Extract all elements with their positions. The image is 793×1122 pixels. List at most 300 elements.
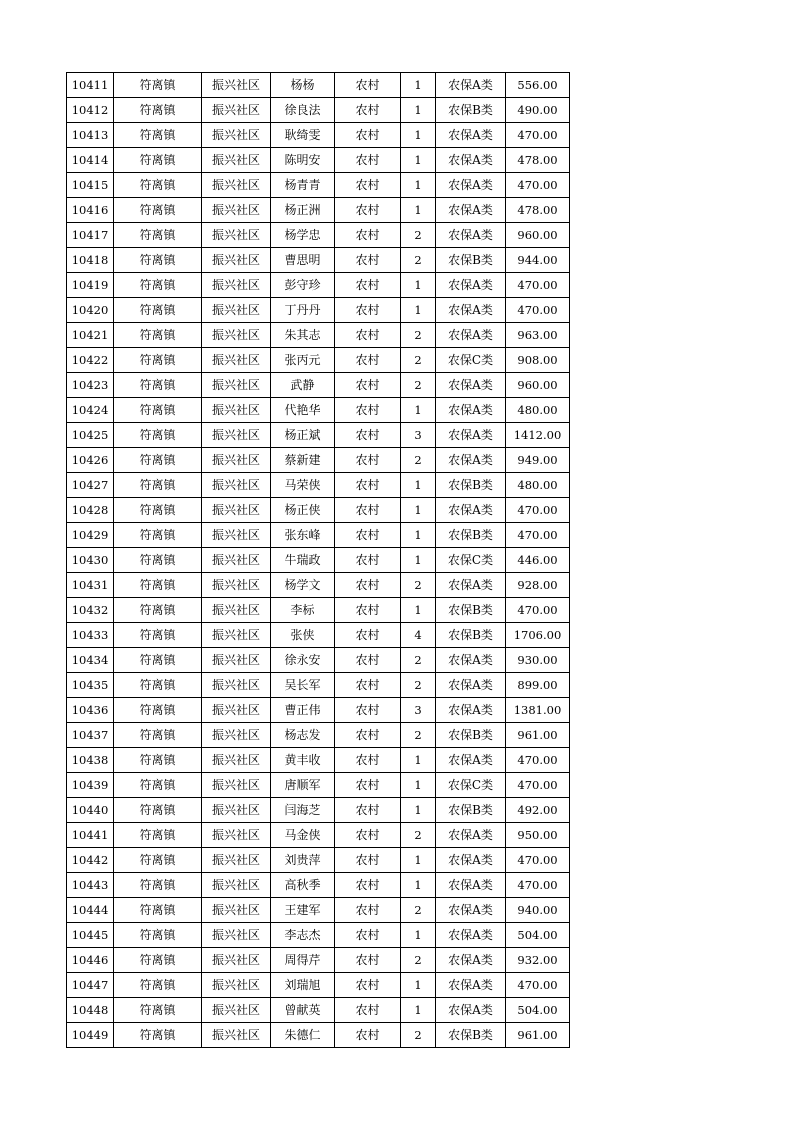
member-count-cell: 3 — [401, 698, 436, 723]
record-id-cell: 10414 — [67, 148, 114, 173]
table-row — [67, 598, 570, 623]
insurance-category-cell: 农保A类 — [436, 323, 506, 348]
community-cell: 振兴社区 — [202, 173, 271, 198]
record-id-cell: 10417 — [67, 223, 114, 248]
member-count-cell: 1 — [401, 848, 436, 873]
town-cell: 符离镇 — [114, 148, 202, 173]
record-id-cell: 10440 — [67, 798, 114, 823]
amount-cell: 470.00 — [506, 498, 570, 523]
community-cell: 振兴社区 — [202, 998, 271, 1023]
table-row — [67, 673, 570, 698]
town-cell: 符离镇 — [114, 98, 202, 123]
community-cell: 振兴社区 — [202, 473, 271, 498]
town-cell: 符离镇 — [114, 823, 202, 848]
household-type-cell: 农村 — [335, 448, 401, 473]
record-id-cell: 10420 — [67, 298, 114, 323]
resident-name-cell: 耿绮雯 — [271, 123, 335, 148]
community-cell: 振兴社区 — [202, 723, 271, 748]
community-cell: 振兴社区 — [202, 123, 271, 148]
household-type-cell: 农村 — [335, 198, 401, 223]
amount-cell: 478.00 — [506, 148, 570, 173]
resident-name-cell: 李标 — [271, 598, 335, 623]
resident-name-cell: 杨学忠 — [271, 223, 335, 248]
table-row — [67, 148, 570, 173]
table-row — [67, 248, 570, 273]
resident-name-cell: 蔡新建 — [271, 448, 335, 473]
member-count-cell: 1 — [401, 98, 436, 123]
community-cell: 振兴社区 — [202, 773, 271, 798]
town-cell: 符离镇 — [114, 898, 202, 923]
town-cell: 符离镇 — [114, 498, 202, 523]
insurance-category-cell: 农保A类 — [436, 448, 506, 473]
community-cell: 振兴社区 — [202, 248, 271, 273]
amount-cell: 470.00 — [506, 973, 570, 998]
resident-name-cell: 马荣侠 — [271, 473, 335, 498]
record-id-cell: 10412 — [67, 98, 114, 123]
insurance-category-cell: 农保A类 — [436, 573, 506, 598]
table-row — [67, 773, 570, 798]
insurance-category-cell: 农保B类 — [436, 473, 506, 498]
amount-cell: 490.00 — [506, 98, 570, 123]
resident-name-cell: 杨志发 — [271, 723, 335, 748]
town-cell: 符离镇 — [114, 798, 202, 823]
household-type-cell: 农村 — [335, 473, 401, 498]
insurance-category-cell: 农保A类 — [436, 648, 506, 673]
community-cell: 振兴社区 — [202, 673, 271, 698]
resident-name-cell: 刘瑞旭 — [271, 973, 335, 998]
household-type-cell: 农村 — [335, 298, 401, 323]
household-type-cell: 农村 — [335, 73, 401, 98]
resident-name-cell: 杨青青 — [271, 173, 335, 198]
record-id-cell: 10411 — [67, 73, 114, 98]
resident-name-cell: 高秋季 — [271, 873, 335, 898]
record-id-cell: 10415 — [67, 173, 114, 198]
insurance-category-cell: 农保A类 — [436, 373, 506, 398]
table-row — [67, 498, 570, 523]
amount-cell: 930.00 — [506, 648, 570, 673]
town-cell: 符离镇 — [114, 1023, 202, 1048]
record-id-cell: 10431 — [67, 573, 114, 598]
insurance-category-cell: 农保A类 — [436, 123, 506, 148]
member-count-cell: 1 — [401, 148, 436, 173]
household-type-cell: 农村 — [335, 148, 401, 173]
insurance-category-cell: 农保B类 — [436, 798, 506, 823]
amount-cell: 940.00 — [506, 898, 570, 923]
community-cell: 振兴社区 — [202, 373, 271, 398]
town-cell: 符离镇 — [114, 573, 202, 598]
household-type-cell: 农村 — [335, 773, 401, 798]
table-row — [67, 223, 570, 248]
table-row — [67, 898, 570, 923]
insurance-category-cell: 农保B类 — [436, 598, 506, 623]
community-cell: 振兴社区 — [202, 73, 271, 98]
household-type-cell: 农村 — [335, 598, 401, 623]
amount-cell: 504.00 — [506, 998, 570, 1023]
household-type-cell: 农村 — [335, 648, 401, 673]
community-cell: 振兴社区 — [202, 848, 271, 873]
household-type-cell: 农村 — [335, 873, 401, 898]
member-count-cell: 1 — [401, 798, 436, 823]
record-id-cell: 10427 — [67, 473, 114, 498]
amount-cell: 470.00 — [506, 298, 570, 323]
table-row — [67, 398, 570, 423]
insurance-category-cell: 农保A类 — [436, 923, 506, 948]
insurance-category-cell: 农保A类 — [436, 673, 506, 698]
table-row — [67, 648, 570, 673]
town-cell: 符离镇 — [114, 948, 202, 973]
amount-cell: 963.00 — [506, 323, 570, 348]
resident-name-cell: 彭守珍 — [271, 273, 335, 298]
insurance-category-cell: 农保A类 — [436, 698, 506, 723]
town-cell: 符离镇 — [114, 323, 202, 348]
record-id-cell: 10438 — [67, 748, 114, 773]
member-count-cell: 1 — [401, 873, 436, 898]
community-cell: 振兴社区 — [202, 423, 271, 448]
member-count-cell: 2 — [401, 723, 436, 748]
resident-name-cell: 王建军 — [271, 898, 335, 923]
table-row — [67, 573, 570, 598]
town-cell: 符离镇 — [114, 423, 202, 448]
resident-name-cell: 张丙元 — [271, 348, 335, 373]
amount-cell: 1412.00 — [506, 423, 570, 448]
insurance-category-cell: 农保A类 — [436, 298, 506, 323]
amount-cell: 480.00 — [506, 398, 570, 423]
town-cell: 符离镇 — [114, 448, 202, 473]
amount-cell: 961.00 — [506, 723, 570, 748]
member-count-cell: 1 — [401, 523, 436, 548]
record-id-cell: 10428 — [67, 498, 114, 523]
resident-name-cell: 杨正斌 — [271, 423, 335, 448]
town-cell: 符离镇 — [114, 698, 202, 723]
community-cell: 振兴社区 — [202, 323, 271, 348]
table-row — [67, 998, 570, 1023]
household-type-cell: 农村 — [335, 423, 401, 448]
insurance-category-cell: 农保C类 — [436, 348, 506, 373]
member-count-cell: 1 — [401, 998, 436, 1023]
table-row — [67, 348, 570, 373]
community-cell: 振兴社区 — [202, 573, 271, 598]
table-row — [67, 98, 570, 123]
table-row — [67, 198, 570, 223]
household-type-cell: 农村 — [335, 698, 401, 723]
member-count-cell: 2 — [401, 223, 436, 248]
table-row — [67, 923, 570, 948]
resident-name-cell: 代艳华 — [271, 398, 335, 423]
community-cell: 振兴社区 — [202, 348, 271, 373]
town-cell: 符离镇 — [114, 673, 202, 698]
amount-cell: 470.00 — [506, 873, 570, 898]
community-cell: 振兴社区 — [202, 548, 271, 573]
insurance-category-cell: 农保A类 — [436, 398, 506, 423]
household-type-cell: 农村 — [335, 98, 401, 123]
insurance-category-cell: 农保A类 — [436, 748, 506, 773]
record-id-cell: 10433 — [67, 623, 114, 648]
insurance-category-cell: 农保A类 — [436, 173, 506, 198]
insurance-category-cell: 农保A类 — [436, 948, 506, 973]
town-cell: 符离镇 — [114, 773, 202, 798]
member-count-cell: 1 — [401, 923, 436, 948]
member-count-cell: 2 — [401, 673, 436, 698]
member-count-cell: 1 — [401, 473, 436, 498]
table-row — [67, 848, 570, 873]
insurance-category-cell: 农保B类 — [436, 1023, 506, 1048]
record-id-cell: 10418 — [67, 248, 114, 273]
community-cell: 振兴社区 — [202, 223, 271, 248]
household-type-cell: 农村 — [335, 1023, 401, 1048]
town-cell: 符离镇 — [114, 373, 202, 398]
town-cell: 符离镇 — [114, 398, 202, 423]
table-row — [67, 73, 570, 98]
member-count-cell: 1 — [401, 298, 436, 323]
table-row — [67, 823, 570, 848]
community-cell: 振兴社区 — [202, 198, 271, 223]
member-count-cell: 1 — [401, 398, 436, 423]
household-type-cell: 农村 — [335, 223, 401, 248]
resident-name-cell: 曹思明 — [271, 248, 335, 273]
record-id-cell: 10426 — [67, 448, 114, 473]
town-cell: 符离镇 — [114, 273, 202, 298]
town-cell: 符离镇 — [114, 723, 202, 748]
town-cell: 符离镇 — [114, 648, 202, 673]
insurance-category-cell: 农保A类 — [436, 223, 506, 248]
resident-name-cell: 徐良法 — [271, 98, 335, 123]
community-cell: 振兴社区 — [202, 798, 271, 823]
household-type-cell: 农村 — [335, 723, 401, 748]
table-row — [67, 273, 570, 298]
amount-cell: 470.00 — [506, 848, 570, 873]
record-id-cell: 10434 — [67, 648, 114, 673]
member-count-cell: 2 — [401, 448, 436, 473]
household-type-cell: 农村 — [335, 948, 401, 973]
resident-name-cell: 唐顺军 — [271, 773, 335, 798]
town-cell: 符离镇 — [114, 748, 202, 773]
household-type-cell: 农村 — [335, 548, 401, 573]
amount-cell: 1706.00 — [506, 623, 570, 648]
member-count-cell: 3 — [401, 423, 436, 448]
member-count-cell: 2 — [401, 573, 436, 598]
resident-name-cell: 黄丰收 — [271, 748, 335, 773]
record-id-cell: 10422 — [67, 348, 114, 373]
insurance-category-cell: 农保B类 — [436, 248, 506, 273]
insurance-category-cell: 农保A类 — [436, 823, 506, 848]
table-row — [67, 873, 570, 898]
record-id-cell: 10432 — [67, 598, 114, 623]
member-count-cell: 1 — [401, 973, 436, 998]
household-type-cell: 农村 — [335, 673, 401, 698]
insurance-category-cell: 农保A类 — [436, 498, 506, 523]
town-cell: 符离镇 — [114, 973, 202, 998]
table-row — [67, 448, 570, 473]
household-type-cell: 农村 — [335, 173, 401, 198]
amount-cell: 470.00 — [506, 123, 570, 148]
resident-name-cell: 杨正洲 — [271, 198, 335, 223]
table-row — [67, 423, 570, 448]
member-count-cell: 1 — [401, 123, 436, 148]
member-count-cell: 1 — [401, 598, 436, 623]
insurance-category-cell: 农保B类 — [436, 98, 506, 123]
town-cell: 符离镇 — [114, 173, 202, 198]
insurance-category-cell: 农保A类 — [436, 148, 506, 173]
table-row — [67, 698, 570, 723]
record-id-cell: 10424 — [67, 398, 114, 423]
record-id-cell: 10416 — [67, 198, 114, 223]
town-cell: 符离镇 — [114, 548, 202, 573]
member-count-cell: 1 — [401, 773, 436, 798]
member-count-cell: 1 — [401, 173, 436, 198]
table-row — [67, 973, 570, 998]
household-type-cell: 农村 — [335, 348, 401, 373]
resident-name-cell: 武静 — [271, 373, 335, 398]
table-row — [67, 1023, 570, 1048]
member-count-cell: 2 — [401, 348, 436, 373]
town-cell: 符离镇 — [114, 198, 202, 223]
resident-name-cell: 陈明安 — [271, 148, 335, 173]
record-id-cell: 10429 — [67, 523, 114, 548]
insurance-category-cell: 农保A类 — [436, 973, 506, 998]
table-row — [67, 473, 570, 498]
amount-cell: 932.00 — [506, 948, 570, 973]
amount-cell: 480.00 — [506, 473, 570, 498]
amount-cell: 470.00 — [506, 598, 570, 623]
record-id-cell: 10441 — [67, 823, 114, 848]
household-type-cell: 农村 — [335, 998, 401, 1023]
record-id-cell: 10436 — [67, 698, 114, 723]
resident-name-cell: 张侠 — [271, 623, 335, 648]
amount-cell: 908.00 — [506, 348, 570, 373]
member-count-cell: 2 — [401, 898, 436, 923]
town-cell: 符离镇 — [114, 73, 202, 98]
community-cell: 振兴社区 — [202, 448, 271, 473]
town-cell: 符离镇 — [114, 123, 202, 148]
community-cell: 振兴社区 — [202, 948, 271, 973]
table-row — [67, 123, 570, 148]
member-count-cell: 2 — [401, 648, 436, 673]
town-cell: 符离镇 — [114, 473, 202, 498]
record-id-cell: 10443 — [67, 873, 114, 898]
member-count-cell: 2 — [401, 948, 436, 973]
resident-name-cell: 朱其志 — [271, 323, 335, 348]
insurance-category-cell: 农保A类 — [436, 198, 506, 223]
resident-name-cell: 徐永安 — [271, 648, 335, 673]
town-cell: 符离镇 — [114, 348, 202, 373]
town-cell: 符离镇 — [114, 223, 202, 248]
resident-name-cell: 曾献英 — [271, 998, 335, 1023]
household-type-cell: 农村 — [335, 323, 401, 348]
insurance-category-cell: 农保A类 — [436, 898, 506, 923]
record-id-cell: 10442 — [67, 848, 114, 873]
table-row — [67, 173, 570, 198]
community-cell: 振兴社区 — [202, 923, 271, 948]
community-cell: 振兴社区 — [202, 98, 271, 123]
amount-cell: 949.00 — [506, 448, 570, 473]
member-count-cell: 1 — [401, 748, 436, 773]
amount-cell: 492.00 — [506, 798, 570, 823]
household-type-cell: 农村 — [335, 748, 401, 773]
member-count-cell: 1 — [401, 198, 436, 223]
amount-cell: 470.00 — [506, 748, 570, 773]
resident-name-cell: 朱德仁 — [271, 1023, 335, 1048]
amount-cell: 446.00 — [506, 548, 570, 573]
subsidy-table — [66, 72, 570, 1048]
resident-name-cell: 周得芹 — [271, 948, 335, 973]
record-id-cell: 10435 — [67, 673, 114, 698]
record-id-cell: 10437 — [67, 723, 114, 748]
resident-name-cell: 刘贵萍 — [271, 848, 335, 873]
table-row — [67, 798, 570, 823]
insurance-category-cell: 农保A类 — [436, 998, 506, 1023]
insurance-category-cell: 农保A类 — [436, 273, 506, 298]
resident-name-cell: 杨杨 — [271, 73, 335, 98]
community-cell: 振兴社区 — [202, 748, 271, 773]
household-type-cell: 农村 — [335, 398, 401, 423]
amount-cell: 556.00 — [506, 73, 570, 98]
household-type-cell: 农村 — [335, 898, 401, 923]
resident-name-cell: 张东峰 — [271, 523, 335, 548]
member-count-cell: 2 — [401, 1023, 436, 1048]
resident-name-cell: 曹正伟 — [271, 698, 335, 723]
resident-name-cell: 杨正侠 — [271, 498, 335, 523]
community-cell: 振兴社区 — [202, 298, 271, 323]
community-cell: 振兴社区 — [202, 598, 271, 623]
table-row — [67, 948, 570, 973]
community-cell: 振兴社区 — [202, 873, 271, 898]
insurance-category-cell: 农保A类 — [436, 848, 506, 873]
table-row — [67, 323, 570, 348]
community-cell: 振兴社区 — [202, 1023, 271, 1048]
record-id-cell: 10439 — [67, 773, 114, 798]
amount-cell: 944.00 — [506, 248, 570, 273]
insurance-category-cell: 农保B类 — [436, 623, 506, 648]
table-body — [67, 73, 570, 1048]
community-cell: 振兴社区 — [202, 623, 271, 648]
resident-name-cell: 闫海芝 — [271, 798, 335, 823]
member-count-cell: 2 — [401, 323, 436, 348]
record-id-cell: 10425 — [67, 423, 114, 448]
resident-name-cell: 丁丹丹 — [271, 298, 335, 323]
household-type-cell: 农村 — [335, 248, 401, 273]
record-id-cell: 10419 — [67, 273, 114, 298]
insurance-category-cell: 农保A类 — [436, 423, 506, 448]
table-row — [67, 748, 570, 773]
record-id-cell: 10447 — [67, 973, 114, 998]
insurance-category-cell: 农保C类 — [436, 548, 506, 573]
town-cell: 符离镇 — [114, 923, 202, 948]
amount-cell: 470.00 — [506, 523, 570, 548]
household-type-cell: 农村 — [335, 823, 401, 848]
table-row — [67, 548, 570, 573]
community-cell: 振兴社区 — [202, 698, 271, 723]
household-type-cell: 农村 — [335, 498, 401, 523]
member-count-cell: 2 — [401, 373, 436, 398]
town-cell: 符离镇 — [114, 998, 202, 1023]
table-row — [67, 373, 570, 398]
record-id-cell: 10449 — [67, 1023, 114, 1048]
community-cell: 振兴社区 — [202, 398, 271, 423]
amount-cell: 504.00 — [506, 923, 570, 948]
town-cell: 符离镇 — [114, 873, 202, 898]
member-count-cell: 2 — [401, 248, 436, 273]
community-cell: 振兴社区 — [202, 523, 271, 548]
record-id-cell: 10448 — [67, 998, 114, 1023]
amount-cell: 470.00 — [506, 173, 570, 198]
table-row — [67, 623, 570, 648]
community-cell: 振兴社区 — [202, 823, 271, 848]
resident-name-cell: 马金侠 — [271, 823, 335, 848]
record-id-cell: 10445 — [67, 923, 114, 948]
table-row — [67, 298, 570, 323]
community-cell: 振兴社区 — [202, 898, 271, 923]
resident-name-cell: 牛瑞政 — [271, 548, 335, 573]
